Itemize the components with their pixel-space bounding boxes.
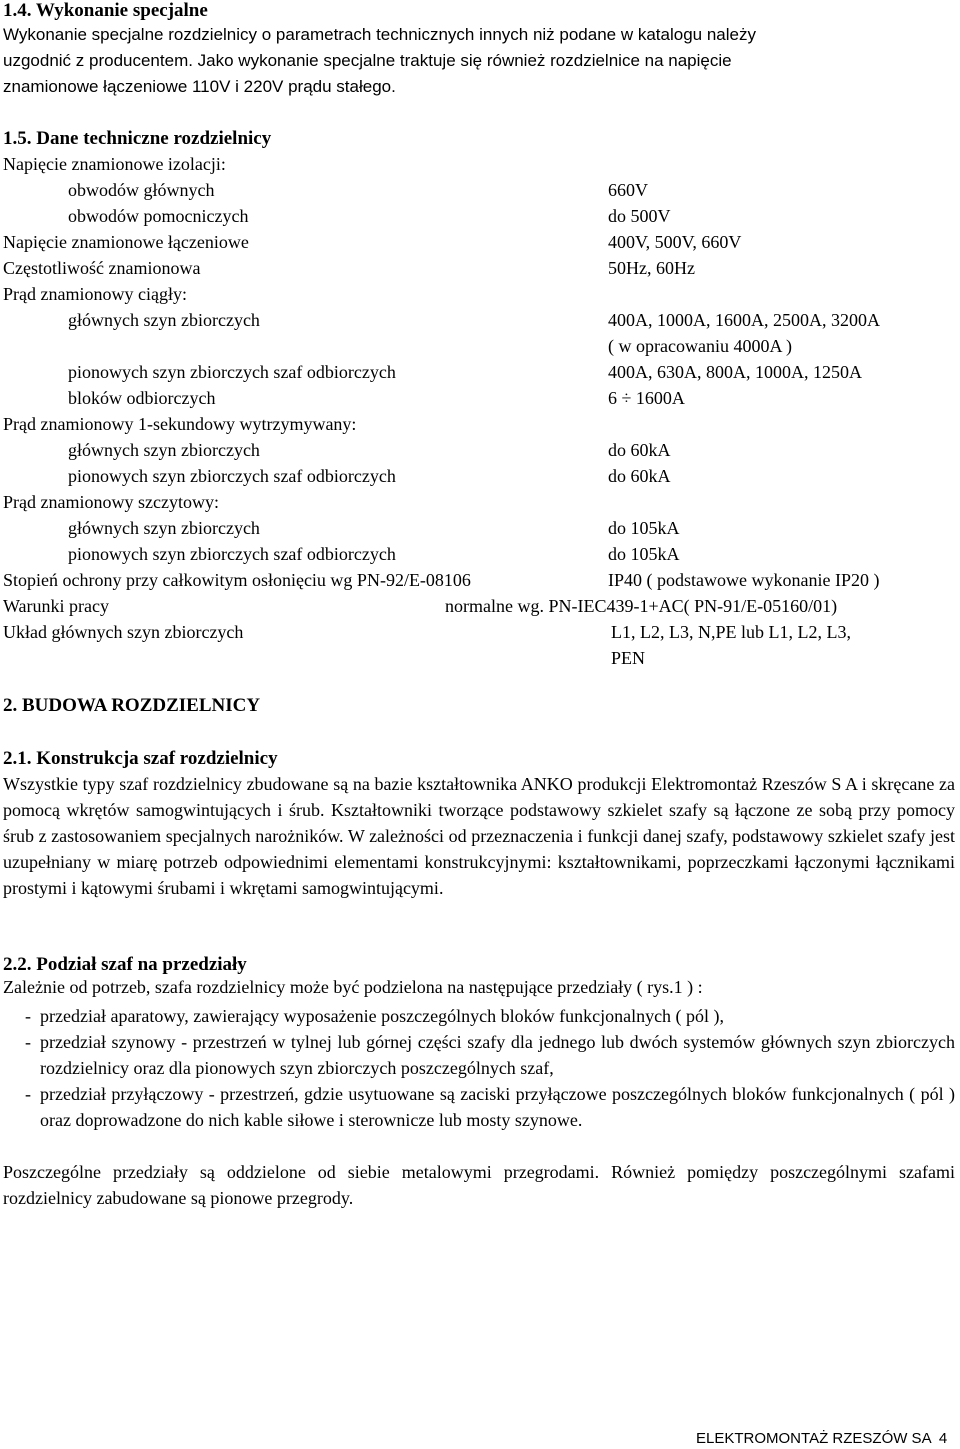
section-2-1-heading: 2.1. Konstrukcja szaf rozdzielnicy <box>3 748 278 769</box>
spec-row-conditions <box>3 593 958 619</box>
list-item <box>25 1029 955 1081</box>
list-item-text: przedział aparatowy, zawierający wyposażenie poszczególnych bloków funkcjonalnych ( pól ), <box>40 1006 725 1026</box>
section-1-4-line-2: uzgodnić z producentem. Jako wykonanie specjalne traktuje się również rozdzielnice na napięcie <box>3 51 732 70</box>
spec-label: obwodów pomocniczych <box>68 206 249 226</box>
list-item <box>25 1081 955 1133</box>
spec-label: Warunki pracy <box>3 596 110 616</box>
spec-value: PEN <box>611 648 646 668</box>
spec-value: ( w opracowaniu 4000A ) <box>608 336 792 356</box>
spec-value: IP40 ( podstawowe wykonanie IP20 ) <box>608 570 880 590</box>
spec-label: Częstotliwość znamionowa <box>3 258 201 278</box>
spec-value: do 500V <box>608 206 671 226</box>
section-2-2-heading: 2.2. Podział szaf na przedziały <box>3 954 247 975</box>
section-1-4-line-3: znamionowe łączeniowe 110V i 220V prądu stałego. <box>3 77 396 96</box>
spec-label: pionowych szyn zbiorczych szaf odbiorczych <box>68 362 396 382</box>
spec-value: 400A, 1000A, 1600A, 2500A, 3200A <box>608 310 880 330</box>
spec-value: do 60kA <box>608 466 671 486</box>
footer-company: ELEKTROMONTAŻ RZESZÓW SA <box>696 1430 931 1447</box>
spec-label: Układ głównych szyn zbiorczych <box>3 622 244 642</box>
list-item-text: przedział szynowy - przestrzeń w tylnej lub górnej części szafy dla jednego lub dwóch systemów głównych szyn zbiorczych rozdzielnicy oraz dla pionowych szyn zbiorczych poszczególnych szaf, <box>40 1032 955 1078</box>
spec-label: obwodów głównych <box>68 180 215 200</box>
bullet-dash: - <box>25 1032 31 1052</box>
section-2-2-intro: Zależnie od potrzeb, szafa rozdzielnicy może być podzielona na następujące przedziały ( rys.1 ) : <box>3 977 703 997</box>
spec-label: Prąd znamionowy 1-sekundowy wytrzymywany: <box>3 414 357 434</box>
bullet-dash: - <box>25 1006 31 1026</box>
spec-value: 400A, 630A, 800A, 1000A, 1250A <box>608 362 862 382</box>
bullet-dash: - <box>25 1084 31 1104</box>
spec-label: Prąd znamionowy szczytowy: <box>3 492 219 512</box>
spec-label: pionowych szyn zbiorczych szaf odbiorczych <box>68 544 396 564</box>
spec-value: 6 ÷ 1600A <box>608 388 685 408</box>
section-1-4-line-1: Wykonanie specjalne rozdzielnicy o parametrach technicznych innych niż podane w katalogu należy <box>3 25 756 44</box>
spec-label: pionowych szyn zbiorczych szaf odbiorczych <box>68 466 396 486</box>
spec-label: Napięcie znamionowe izolacji: <box>3 154 226 174</box>
spec-label: bloków odbiorczych <box>68 388 216 408</box>
spec-value: 50Hz, 60Hz <box>608 258 695 278</box>
page-number: 4 <box>938 1430 948 1447</box>
spec-value: L1, L2, L3, N,PE lub L1, L2, L3, <box>611 622 851 642</box>
spec-label: głównych szyn zbiorczych <box>68 440 260 460</box>
spec-label: Prąd znamionowy ciągły: <box>3 284 187 304</box>
section-1-4-heading: 1.4. Wykonanie specjalne <box>3 0 208 21</box>
spec-value: 400V, 500V, 660V <box>608 232 742 252</box>
list-item <box>25 1003 955 1029</box>
section-2-2-closing: Poszczególne przedziały są oddzielone od siebie metalowymi przegrodami. Również pomiędzy poszczególnymi szafami rozdzielnicy zabudowane są pionowe przegrody. <box>3 1162 955 1208</box>
spec-label: Stopień ochrony przy całkowitym osłonięciu wg PN-92/E-08106 <box>3 570 471 590</box>
spec-value: normalne wg. PN-IEC439-1+AC( PN-91/E-05160/01) <box>445 596 838 616</box>
spec-value: do 105kA <box>608 544 680 564</box>
spec-value: 660V <box>608 180 648 200</box>
compartment-list <box>25 1003 955 1133</box>
section-2-1-paragraph: Wszystkie typy szaf rozdzielnicy zbudowane są na bazie kształtownika ANKO produkcji Elektromontaż Rzeszów S A i skręcane za pomocą wkrętów samogwintujących i śrub. Kształtowniki tworzące podstawowy szkielet szafy są łączone ze sobą przy pomocy śrub z zastosowaniem specjalnych narożników. W zależności od przeznaczenia i funkcji danej szafy, podstawowy szkielet szafy jest uzupełniany w miarę potrzeb odpowiednimi elementami konstrukcyjnymi: kształtownikami, poprzeczkami łączonymi łącznikami prostymi i kątowymi śrubami i wkrętami samogwintującymi. <box>3 774 955 898</box>
spec-value: do 60kA <box>608 440 671 460</box>
page-footer <box>696 1430 947 1447</box>
spec-label: Napięcie znamionowe łączeniowe <box>3 232 249 252</box>
spec-label: głównych szyn zbiorczych <box>68 310 260 330</box>
spec-value: do 105kA <box>608 518 680 538</box>
spec-row-busbar-layout <box>3 619 958 645</box>
spec-label: głównych szyn zbiorczych <box>68 518 260 538</box>
spec-row-protection <box>3 567 958 593</box>
list-item-text: przedział przyłączowy - przestrzeń, gdzie usytuowane są zaciski przyłączowe poszczególnych bloków funkcjonalnych ( pól ) oraz doprowadzone do nich kable siłowe i sterownicze lub mosty szynowe. <box>40 1084 955 1130</box>
section-2-heading: 2. BUDOWA ROZDZIELNICY <box>3 695 261 716</box>
section-1-5-heading: 1.5. Dane techniczne rozdzielnicy <box>3 128 272 149</box>
